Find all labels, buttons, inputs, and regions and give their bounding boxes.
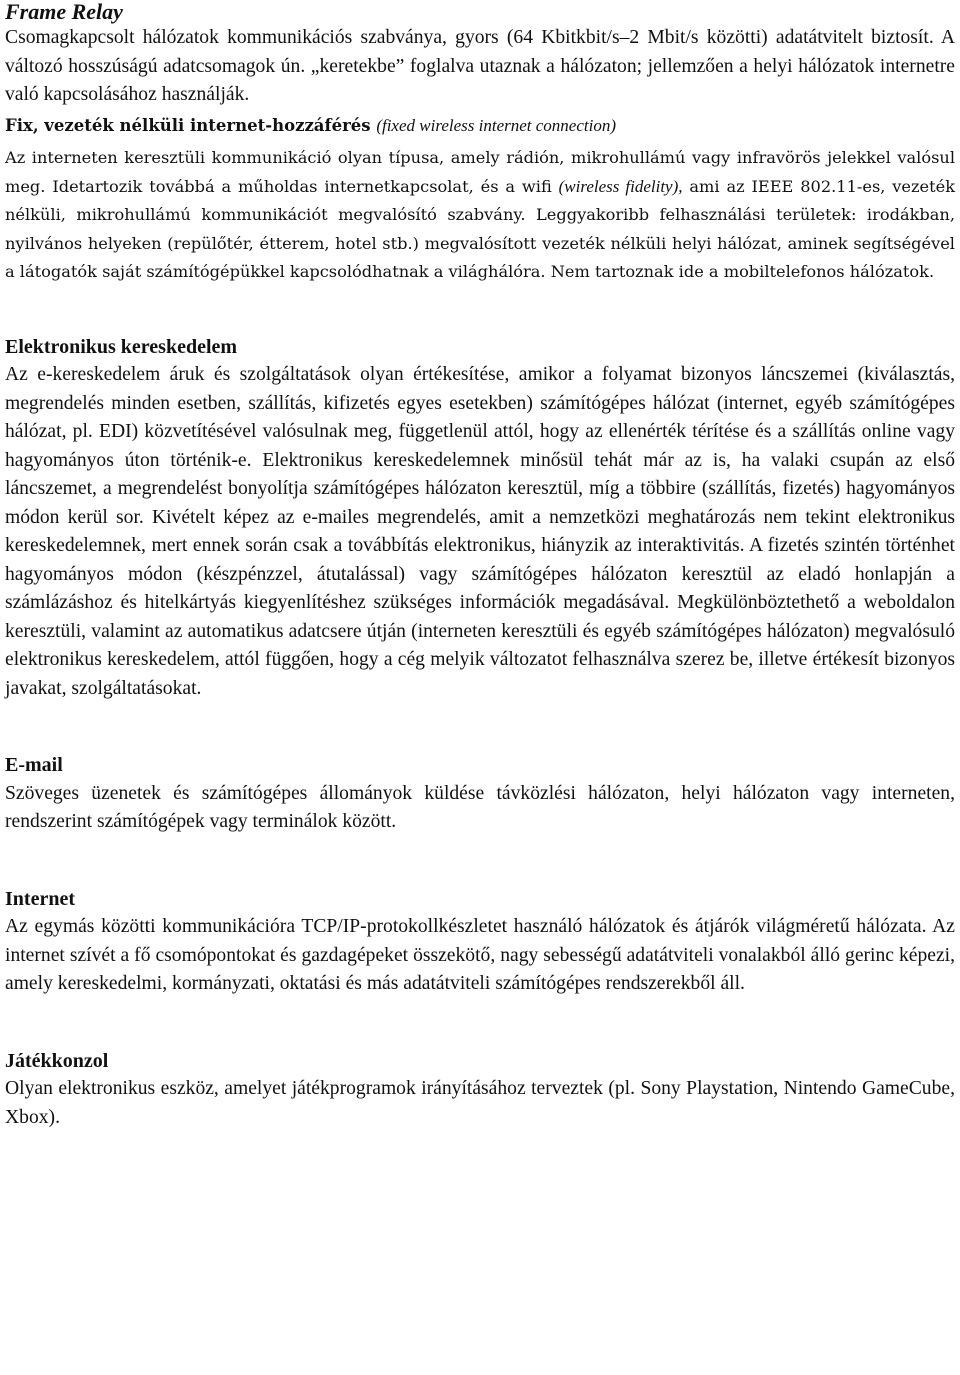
fixed-wireless-text-part1: Az interneten keresztüli kommunikáció olyan típusa, amely rádión, mikrohullámú vagy infravörös jelekkel valósul meg. Idetartozik továbbá a műholdas internetkapcsolat, és a wifi xyxy=(5,148,955,196)
frame-relay-text: Csomagkapcsolt hálózatok kommunikációs szabványa, gyors (64 Kbitkbit/s–2 Mbit/s közötti) adatátvitelt biztosít. A változó hosszúságú adatcsomagok ún. „keretekbe” foglalva utaznak a hálózaton; jellemzően a helyi hálózatok internetre való kapcsolásához használják. xyxy=(5,27,955,105)
fixed-wireless-text xyxy=(5,144,955,287)
console-title: Játékkonzol xyxy=(5,1049,109,1072)
e-commerce-text: Az e-kereskedelem áruk és szolgáltatások olyan értékesítése, amikor a folyamat bizonyos láncszemei (kiválasztás, megrendelés minden esetben, szállítás, kifizetés egyes esetekben) számítógépes hálózat (internet, egyéb számítógépes hálózat, pl. EDI) közvetítésével valósulnak meg, függetlenül attól, hogy az ellenérték térítése és a szállítás online vagy hagyományos úton történik-e. Elektronikus kereskedelemnek minősül tehát már az is, ha valaki csupán az első láncszemet, a megrendelést bonyolítja számítógépes hálózaton keresztül, míg a többire (szállítás, fizetés) hagyományos módon kerül sor. Kivételt képez az e-mailes megrendelés, amit a nemzetközi meghatározás nem tekint elektronikus kereskedelemnek, mert ennek során csak a továbbítás elektronikus, hiányzik az interaktivitás. A fizetés szintén történhet hagyományos módon (készpénzzel, átutalással) vagy számítógépes hálózaton keresztül az eladó honlapján a számlázáshoz és hitelkártyás kiegyenlítéshez szükséges információk megadásával. Megkülönböztethető a weboldalon keresztüli, valamint az automatikus adatcsere útján (interneten keresztüli és egyéb számítógépes hálózaton) megvalósuló elektronikus kereskedelem, attól függően, hogy a cég melyik változatot felhasználva szerez be, illetve értékesít bizonyos javakat, szolgáltatásokat. xyxy=(5,364,955,699)
frame-relay-title: Frame Relay xyxy=(5,0,123,24)
fixed-wireless-title-en: (fixed wireless internet connection) xyxy=(376,115,616,135)
fixed-wireless-text-part2: ami az IEEE 802.11-es, vezeték nélküli, mikrohullámú kommunikációt megvalósító szabvány. Leggyakoribb felhasználási területek: irodákban, nyilvános helyeken (repülőtér, étterem, hotel stb.) megvalósított vezeték nélküli helyi hálózat, aminek segítségével a látogatók saját számítógépükkel kapcsolódhatnak a világhálóra. Nem tartoznak ide a mobiltelefonos hálózatok. xyxy=(5,176,956,281)
fixed-wireless-text-italic: (wireless fidelity), xyxy=(558,176,683,196)
fixed-wireless-title xyxy=(5,112,955,141)
fixed-wireless-title-hu: Fix, vezeték nélküli internet-hozzáférés xyxy=(5,115,371,135)
document-page xyxy=(5,0,955,1132)
email-text: Szöveges üzenetek és számítógépes állományok küldése távközlési hálózaton, helyi hálózaton vagy interneten, rendszerint számítógépek vagy terminálok között. xyxy=(5,782,955,832)
internet-title: Internet xyxy=(5,887,75,910)
email-title: E-mail xyxy=(5,754,63,776)
e-commerce-title: Elektronikus kereskedelem xyxy=(5,335,238,358)
internet-text: Az egymás közötti kommunikációra TCP/IP-protokollkészletet használó hálózatok és átjárók világméretű hálózata. Az internet szívét a fő csomópontokat és gazdagépeket összekötő, nagy sebességű adatátviteli vonalakból álló gerinc képezi, amely kereskedelmi, kormányzati, oktatási és más adatátviteli számítógépes rendszerekből áll. xyxy=(5,916,955,994)
console-text: Olyan elektronikus eszköz, amelyet játékprogramok irányításához terveztek (pl. Sony Playstation, Nintendo GameCube, Xbox). xyxy=(5,1078,955,1128)
